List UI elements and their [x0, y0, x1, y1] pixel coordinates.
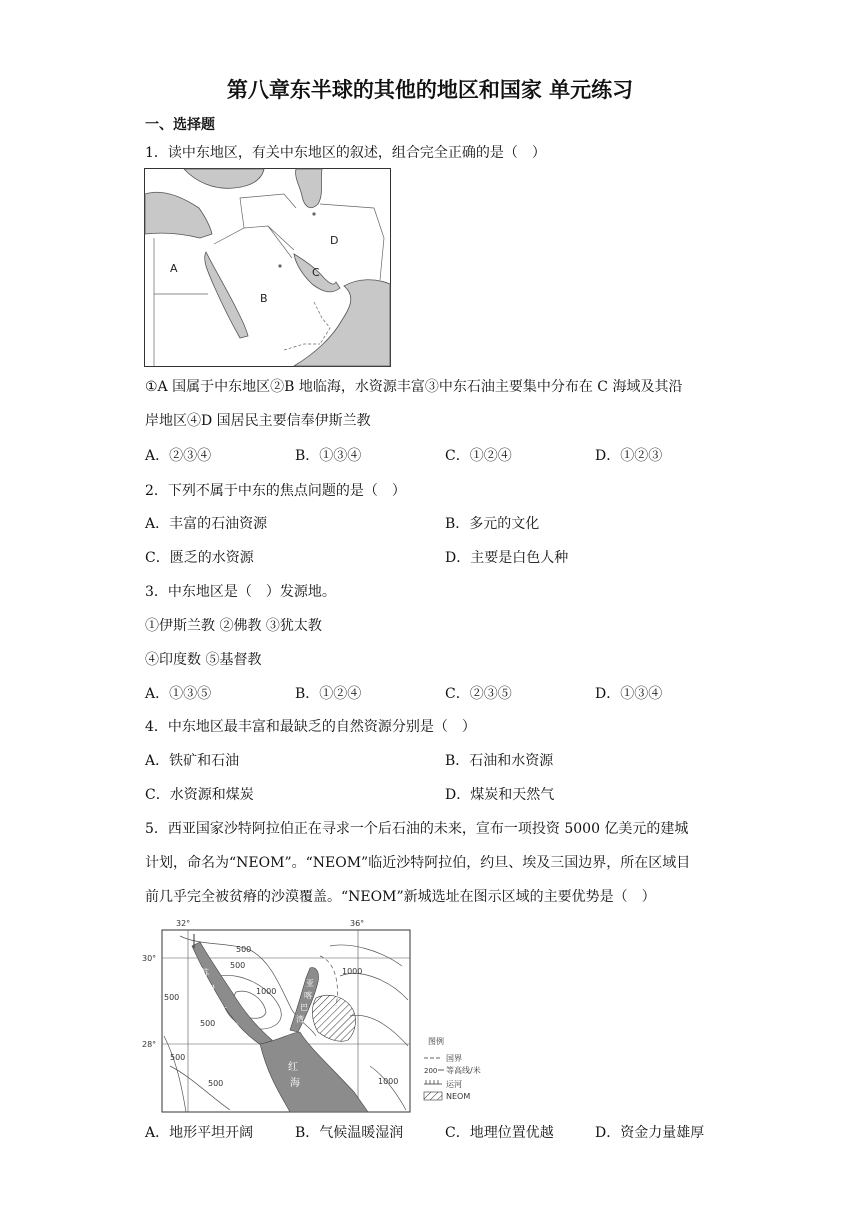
section-heading: 一、选择题: [145, 117, 215, 133]
contour-label-1000-2: 1000: [342, 967, 363, 976]
q4-option-d[interactable]: D．煤炭和天然气: [445, 787, 555, 803]
lon-label-36: 36°: [350, 919, 365, 928]
question-4-stem: 4．中东地区最丰富和最缺乏的自然资源分别是（ ）: [145, 719, 476, 735]
q3-option-a[interactable]: A．①③⑤: [145, 686, 212, 702]
question-5-stem-line2: 计划，命名为“NEOM”。“NEOM”临近沙特阿拉伯，约旦、埃及三国边界，所在区域目: [145, 855, 691, 871]
q2-option-d[interactable]: D．主要是白色人种: [445, 550, 569, 566]
suez-char-3: 士: [218, 1005, 228, 1015]
suez-char-4: 运: [230, 1023, 240, 1033]
q1-option-d[interactable]: D．①②③: [595, 448, 663, 464]
legend-border: 国界: [446, 1054, 462, 1063]
lat-label-30: 30°: [142, 954, 157, 963]
lat-label-28: 28°: [142, 1040, 157, 1049]
q1-option-b[interactable]: B．①③④: [295, 448, 362, 464]
q3-option-d[interactable]: D．①③④: [595, 686, 663, 702]
contour-label-1000-3: 1000: [378, 1077, 399, 1086]
contour-label-500-3: 500: [164, 993, 180, 1002]
q3-option-b[interactable]: B．①②④: [295, 686, 362, 702]
q4-option-c[interactable]: C．水资源和煤炭: [145, 787, 254, 803]
contour-label-500-2: 500: [230, 961, 246, 970]
legend-contour-value: 200: [424, 1067, 438, 1075]
contour-label-500-6: 500: [208, 1079, 224, 1088]
contour-label-1000-1: 1000: [256, 987, 277, 996]
question-1-statements-line1: ①A 国属于中东地区②B 地临海，水资源丰富③中东石油主要集中分布在 C 海域及其沿: [145, 379, 683, 395]
q4-option-a[interactable]: A．铁矿和石油: [145, 753, 240, 769]
question-2-stem: 2．下列不属于中东的焦点问题的是（ ）: [145, 483, 406, 499]
suez-char-2: 伊: [206, 985, 216, 995]
aqaba-char-3: 巴: [300, 1003, 308, 1012]
legend-title: 图例: [428, 1037, 444, 1046]
map-label-c: C: [312, 266, 320, 279]
legend-canal: 运河: [446, 1080, 462, 1089]
q2-option-a[interactable]: A．丰富的石油资源: [145, 516, 268, 532]
map-label-a: A: [170, 262, 178, 275]
q5-option-b[interactable]: B．气候温暖湿润: [295, 1125, 404, 1141]
question-1-stem: 1．读中东地区，有关中东地区的叙述，组合完全正确的是（ ）: [145, 145, 546, 161]
aqaba-char-2: 喀: [304, 991, 312, 1000]
q2-option-b[interactable]: B．多元的文化: [445, 516, 540, 532]
map-label-d: D: [330, 234, 339, 247]
q2-option-c[interactable]: C．匮乏的水资源: [145, 550, 254, 566]
legend-neom: NEOM: [446, 1092, 471, 1101]
q1-option-a[interactable]: A．②③④: [145, 448, 212, 464]
legend-contour: 等高线/米: [446, 1066, 481, 1075]
page-title: 第八章东半球的其他的地区和国家 单元练习: [226, 78, 634, 102]
aqaba-char-4: 湾: [296, 1015, 304, 1024]
suez-char-1: 苏: [200, 969, 210, 979]
question-3-stem: 3．中东地区是（ ）发源地。: [145, 584, 336, 600]
aqaba-char-1: 亚: [306, 979, 314, 988]
question-5-stem-line3: 前几乎完全被贫瘠的沙漠覆盖。“NEOM”新城选址在图示区域的主要优势是（ ）: [145, 889, 656, 905]
middle-east-map: [144, 168, 392, 368]
q5-option-d[interactable]: D．资金力量雄厚: [595, 1125, 705, 1141]
q3-option-c[interactable]: C．②③⑤: [445, 686, 512, 702]
contour-label-500-1: 500: [236, 945, 252, 954]
contour-label-500-4: 500: [200, 1019, 216, 1028]
neom-map: [140, 916, 520, 1116]
lon-label-32: 32°: [176, 919, 191, 928]
red-sea-char-2: 海: [290, 1078, 300, 1089]
question-1-statements-line2: 岸地区④D 国居民主要信奉伊斯兰教: [145, 413, 371, 429]
q4-option-b[interactable]: B．石油和水资源: [445, 753, 554, 769]
q5-option-c[interactable]: C．地理位置优越: [445, 1125, 554, 1141]
map-label-b: B: [260, 292, 268, 305]
question-3-items-line1: ①伊斯兰教 ②佛教 ③犹太教: [145, 618, 322, 634]
q1-option-c[interactable]: C．①②④: [445, 448, 512, 464]
red-sea-char-1: 红: [288, 1062, 298, 1073]
contour-label-500-5: 500: [170, 1053, 186, 1062]
question-5-stem-line1: 5．西亚国家沙特阿拉伯正在寻求一个后石油的未来，宣布一项投资 5000 亿美元的建城: [145, 821, 689, 837]
question-3-items-line2: ④印度数 ⑤基督教: [145, 652, 262, 668]
q5-option-a[interactable]: A．地形平坦开阔: [145, 1125, 254, 1141]
